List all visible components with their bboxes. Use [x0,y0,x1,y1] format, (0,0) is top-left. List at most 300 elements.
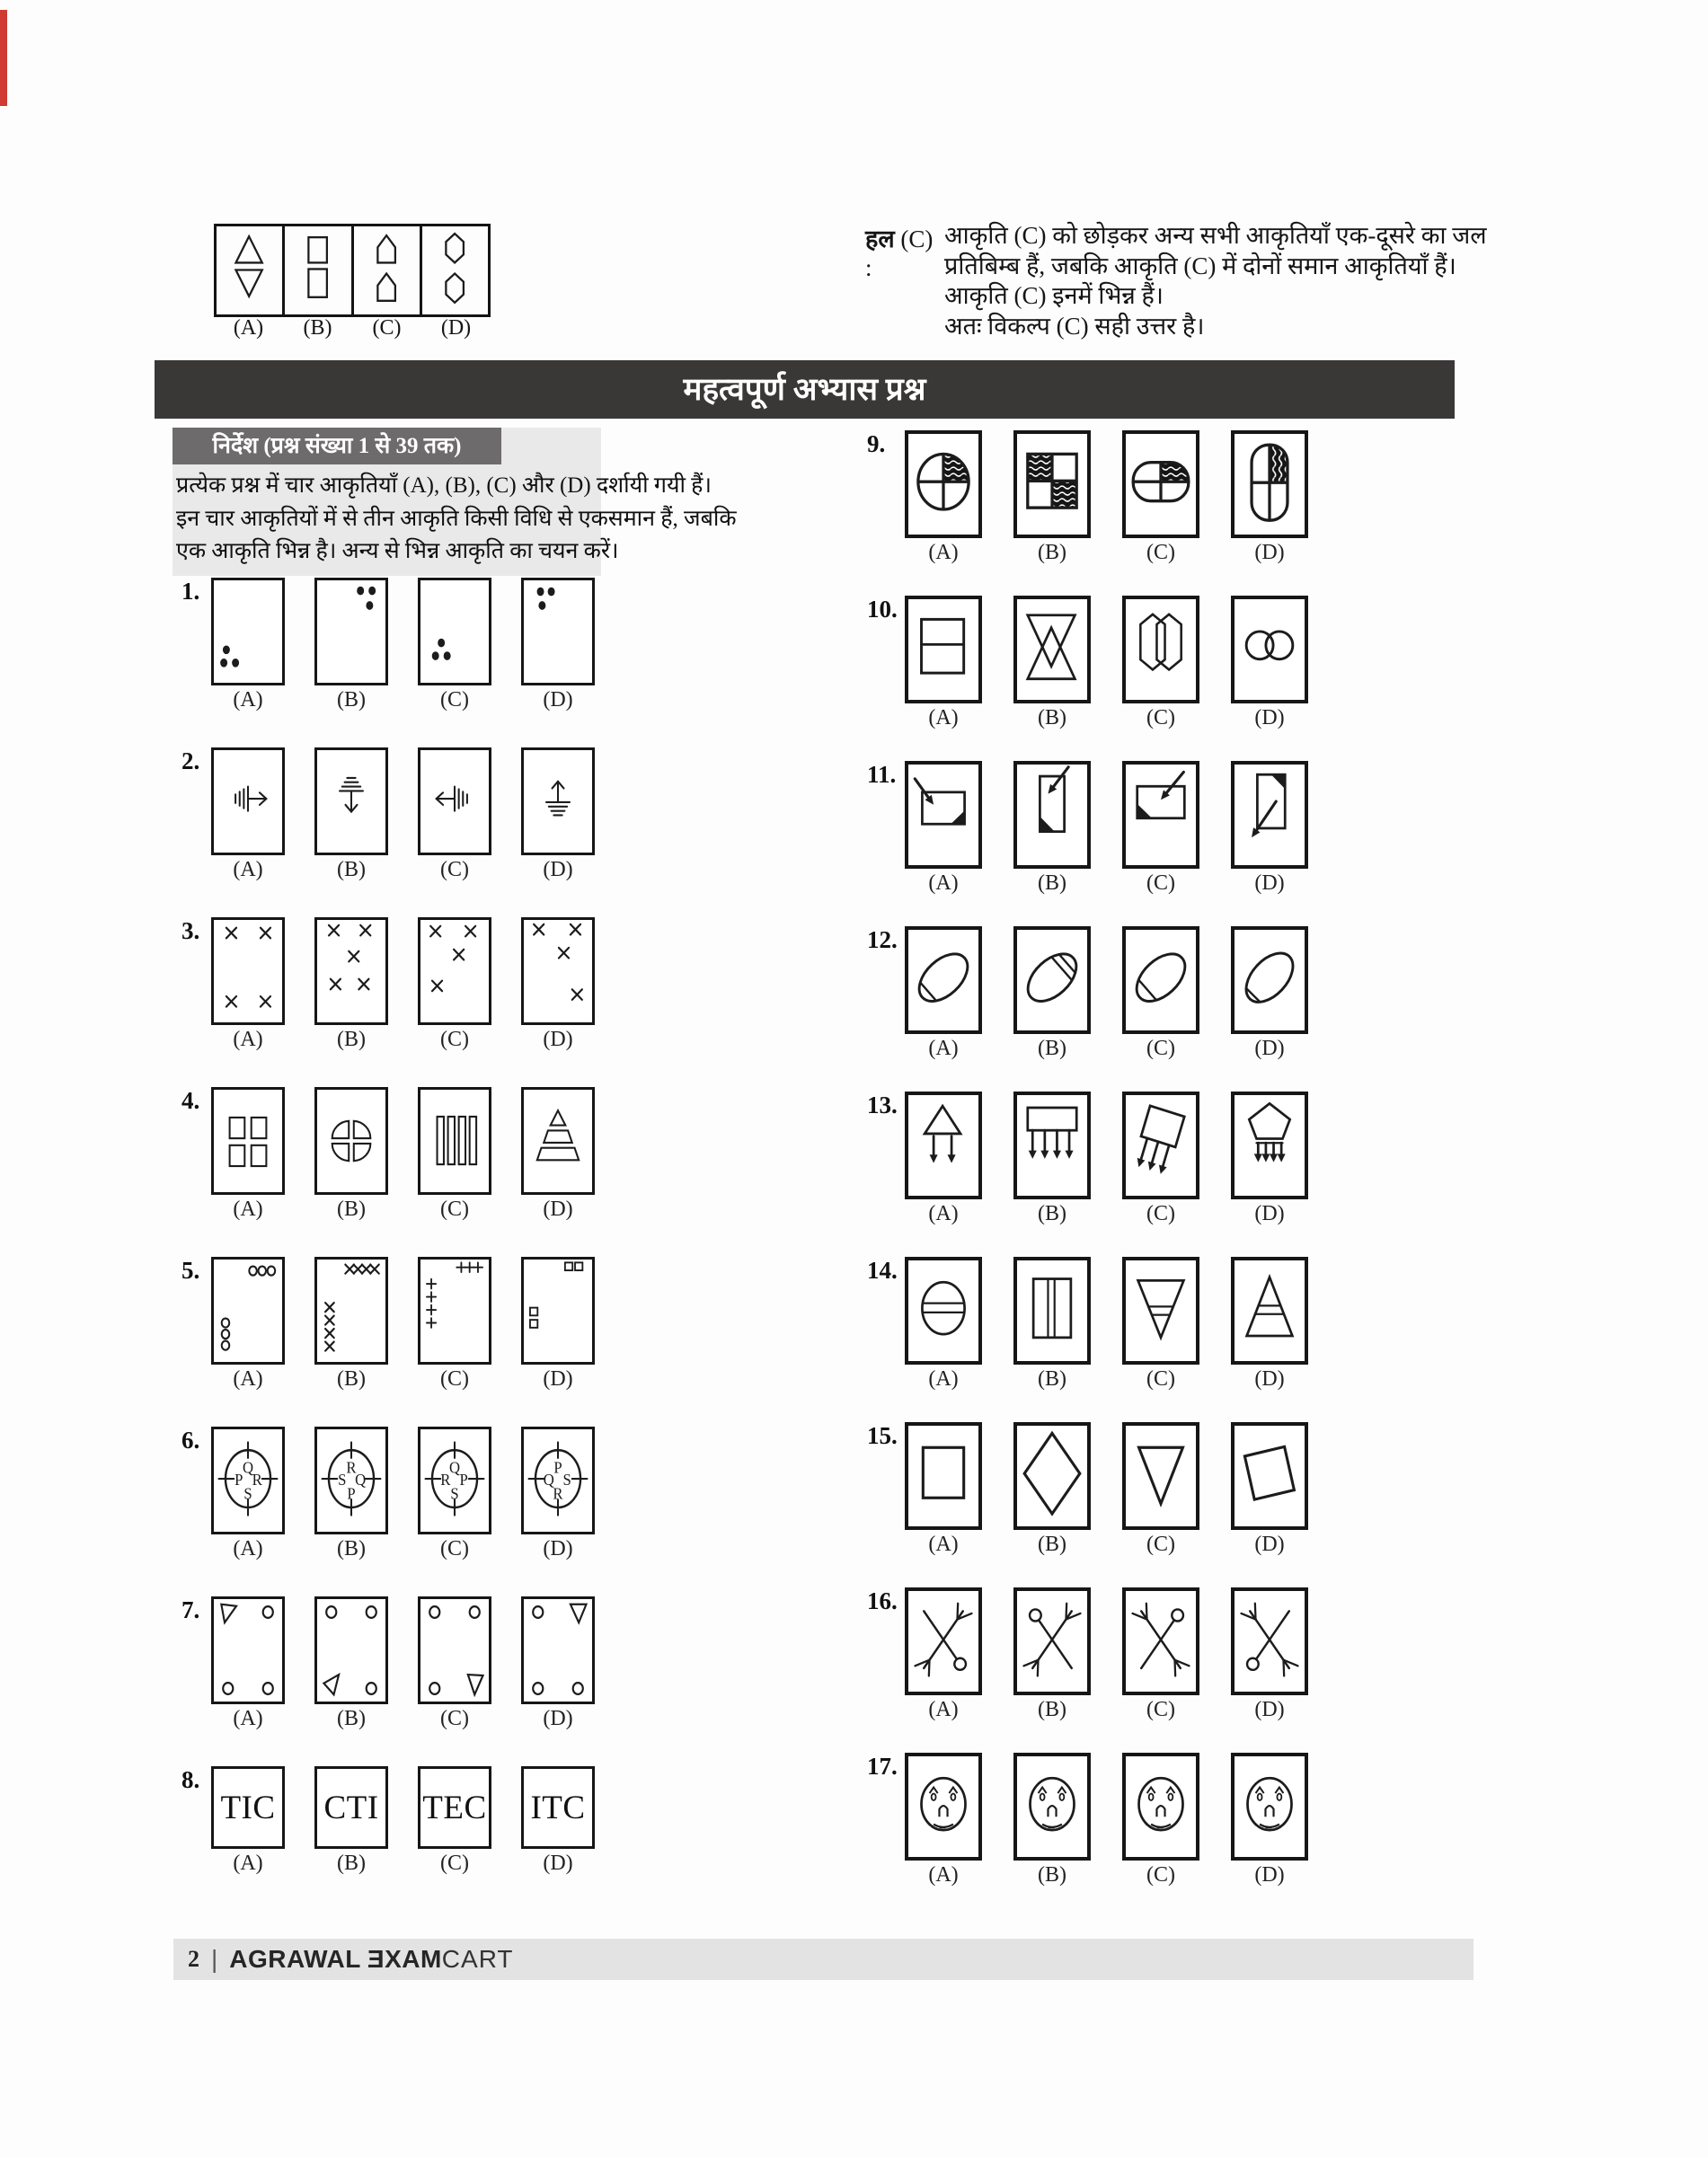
answer-option [1122,761,1199,896]
three-dots-bottom-left-icon [214,580,282,683]
figure-smiling-face [905,1753,982,1861]
option-label: (C) [440,1367,469,1391]
answer-option [1231,430,1308,565]
triangle-bottom-left-circles-icon [317,1599,385,1702]
square-groups-icon [524,1260,592,1362]
figure-letter-dial-PQSR [521,1427,595,1534]
answer-option [1231,761,1308,896]
directions-heading: निर्देश (प्रश्न संख्या 1 से 39 तक) [173,428,501,464]
figure-tilted-square-three-arrows [1122,1092,1199,1199]
option-label: (C) [440,858,469,881]
arrow-down-from-bars-icon [317,750,385,853]
plus-groups-icon [420,1260,489,1362]
answer-option [211,1596,285,1731]
figure-word: TEC [422,1789,487,1826]
figure-x-marks-no-bottom-right [418,917,491,1025]
option-label: (C) [440,1198,469,1221]
svg-text:Q: Q [355,1471,367,1489]
solution-line: आकृति (C) इनमें भिन्न हैं। [944,282,1164,309]
option-label: (D) [1254,1202,1285,1225]
answer-option [418,917,491,1052]
svg-text:P: P [459,1471,468,1489]
pentagon-four-arrows-icon [1235,1095,1305,1196]
page-number: 2 [188,1946,199,1972]
answer-option [905,1587,982,1722]
option-label: (C) [1146,706,1175,729]
svg-text:S: S [450,1484,459,1503]
answer-option [905,1753,982,1887]
question-row [155,1596,595,1731]
brand-agrawal: AGRAWAL [229,1945,361,1973]
question-row [155,1766,595,1876]
option-label: (C) [372,316,402,340]
answer-option [418,1257,491,1392]
figure-sliced-pyramid [521,1087,595,1195]
directions-panel [173,428,737,576]
option-label: (C) [1146,1863,1175,1887]
brand-exam: ƎXAM [367,1945,442,1973]
tilted-ellipse-two-chords-high-icon [1017,930,1087,1030]
option-label: (A) [233,1028,263,1051]
answer-option [211,747,285,882]
svg-text:S: S [243,1484,252,1503]
figure-triangle-bottom-left-circles [314,1596,388,1704]
question-number: 5. [181,1257,200,1284]
answer-option [1013,596,1091,730]
answer-option [314,1596,388,1731]
tilted-ellipse-chord-tip-icon [1235,930,1305,1030]
footer-separator: | [211,1945,218,1973]
tilted-square-three-arrows-icon [1126,1095,1196,1196]
four-vertical-bars-icon [420,1090,489,1192]
two-stacked-hexagons-icon [422,226,488,314]
options-group [211,1427,595,1561]
options-group [211,1257,595,1392]
figure-arrow-into-rect-br-corner [905,761,982,869]
figure-circle-groups [211,1257,285,1365]
option-label: (B) [1038,706,1066,729]
questions-column-right [865,430,1308,1918]
figure-arrow-up-from-bars [521,747,595,855]
answer-option [314,747,388,882]
figure-plain-square [905,1422,982,1530]
figure-three-dots-top-right [314,578,388,685]
solution-line: अतः विकल्प (C) सही उत्तर है। [944,312,1205,340]
answer-option [521,1257,595,1392]
figure-three-dots-bottom-center [418,578,491,685]
options-group [905,430,1308,565]
answer-option [314,578,388,712]
answer-option [1122,1257,1199,1392]
figure-four-small-squares [211,1087,285,1195]
answer-option [1013,430,1091,565]
option-label: (D) [543,1707,573,1730]
directions-line: इन चार आकृतियों में से तीन आकृति किसी विधि से एकसमान हैं, जबकि [176,506,737,531]
figure-arrow-into-tall-rect-bl-corner [1013,761,1091,869]
triangle-top-left-circles-icon [214,1599,282,1702]
answer-option [1231,1587,1308,1722]
solved-example-figure-box [214,224,491,317]
page-edge-mark [0,10,7,106]
down-triangle-two-lines-icon [1126,1260,1196,1361]
answer-option [521,578,595,712]
figure-wavy-quadrant-circle [905,430,982,538]
solution-line: आकृति (C) को छोड़कर अन्य सभी आकृतियाँ एक-दूसरे का जल [944,222,1487,249]
option-label: (C) [440,1707,469,1730]
figure-word-cti [314,1766,388,1849]
figure-sticks-circle-bottom-right [905,1587,982,1695]
triangle-two-arrows-icon [908,1095,978,1196]
svg-text:P: P [553,1458,562,1477]
option-label: (C) [440,1028,469,1051]
solution-line: प्रतिबिम्ब हैं, जबकि आकृति (C) में दोनों समान आकृतियाँ हैं। [944,252,1456,279]
answer-option [1122,1092,1199,1226]
answer-option [1122,430,1199,565]
figure-tilted-ellipse-chord-low [905,926,982,1034]
answer-option [418,747,491,882]
figure-plain-rotated-square [1231,1422,1308,1530]
x-groups-icon [317,1260,385,1362]
svg-text:R: R [252,1471,262,1489]
figure-sticks-circle-bottom-left [1231,1587,1308,1695]
answer-option [521,1766,595,1876]
question-number: 10. [867,596,898,623]
question-row [155,1257,595,1392]
smiling-face-icon [1017,1756,1087,1857]
rectangle-two-lines-icon [1017,1260,1087,1361]
answer-option [314,1257,388,1392]
options-group [905,1422,1308,1557]
figure-three-dots-top-left [521,578,595,685]
brand-cart: CART [441,1945,514,1973]
solution-prefix: हल (C) : [865,225,934,281]
page-footer [173,1939,1473,1980]
option-label: (D) [543,1852,573,1875]
question-row [865,926,1308,1061]
option-label: (A) [928,1698,959,1721]
figure-x-marks-no-bottom-left [521,917,595,1025]
answer-option [1013,1753,1091,1887]
figure-plus-groups [418,1257,491,1365]
option-label: (D) [1254,871,1285,895]
answer-option [905,1422,982,1557]
example-option-cell [422,226,488,314]
x-marks-no-bottom-right-icon [420,920,489,1022]
option-label: (D) [1254,1863,1285,1887]
answer-option [905,926,982,1061]
circle-groups-icon [214,1260,282,1362]
figure-triangle-bottom-right-circles [418,1596,491,1704]
question-number: 7. [181,1596,200,1623]
question-row [865,1092,1308,1226]
answer-option [1122,596,1199,730]
question-row [865,1753,1308,1887]
letter-dial-QRPS-icon [420,1429,489,1532]
figure-overlapping-triangles [1013,596,1091,703]
option-label: (B) [337,1028,366,1051]
answer-option [1231,926,1308,1061]
example-option-cell [285,226,353,314]
x-marks-four-corners-icon [214,920,282,1022]
answer-option [521,1427,595,1561]
answer-option [314,1087,388,1222]
option-label: (A) [233,316,264,340]
option-label: (A) [233,1537,263,1560]
figure-tilted-ellipse-two-chords-high [1013,926,1091,1034]
option-label: (A) [233,1198,263,1221]
answer-option [418,1596,491,1731]
overlapping-circles-icon [1235,599,1305,700]
figure-word-tec [418,1766,491,1849]
three-dots-bottom-center-icon [420,580,489,683]
question-number: 9. [867,430,886,457]
x-marks-five-icon [317,920,385,1022]
question-number: 16. [867,1587,898,1614]
option-label: (D) [1254,706,1285,729]
plain-rotated-square-icon [1235,1426,1305,1526]
option-label: (D) [543,1367,573,1391]
wavy-quadrant-stadium-horizontal-icon [1126,434,1196,535]
answer-option [521,917,595,1052]
figure-word-itc [521,1766,595,1849]
option-label: (C) [1146,1533,1175,1556]
svg-text:S: S [562,1471,571,1489]
answer-option [418,1427,491,1561]
answer-option [905,761,982,896]
figure-four-vertical-bars [418,1087,491,1195]
question-row [865,1257,1308,1392]
question-number: 3. [181,917,200,944]
figure-letter-dial-QRPS [418,1427,491,1534]
question-number: 13. [867,1092,898,1118]
answer-option [418,578,491,712]
figure-x-marks-five [314,917,388,1025]
mirrored-triangles-icon [217,226,282,314]
svg-text:P: P [235,1471,243,1489]
up-triangle-two-lines-icon [1235,1260,1305,1361]
figure-overlapping-circles [1231,596,1308,703]
example-option-cell [217,226,285,314]
figure-ellipse-two-lines [905,1257,982,1365]
answer-option [1013,1587,1091,1722]
figure-smiling-face [1013,1753,1091,1861]
figure-smiling-face [1122,1753,1199,1861]
letter-dial-RSQP-icon [317,1429,385,1532]
svg-text:Q: Q [242,1458,254,1477]
option-label: (A) [928,1202,959,1225]
example-option-cell [354,226,422,314]
option-label: (B) [337,1367,366,1391]
options-group [905,1753,1308,1887]
figure-overlapping-hexagons [1122,596,1199,703]
options-group [211,1766,595,1876]
option-label: (B) [1038,1202,1066,1225]
svg-text:R: R [440,1471,451,1489]
figure-arrow-down-from-bars [314,747,388,855]
option-label: (A) [233,1367,263,1391]
figure-arrow-left-from-bars [418,747,491,855]
option-label: (B) [337,1198,366,1221]
smiling-face-icon [1126,1756,1196,1857]
answer-option [1122,1587,1199,1722]
figure-arrow-out-of-rect-tr-corner [1231,761,1308,869]
circle-quartered-icon [317,1090,385,1192]
option-label: (B) [337,1537,366,1560]
question-row [865,761,1308,896]
question-number: 17. [867,1753,898,1780]
figure-pentagon-four-arrows [1231,1092,1308,1199]
answer-option [1231,596,1308,730]
question-number: 12. [867,926,898,953]
option-label: (A) [928,1533,959,1556]
option-label: (B) [1038,541,1066,564]
figure-tilted-ellipse-chord-low2 [1122,926,1199,1034]
figure-word: ITC [530,1789,586,1826]
question-number: 14. [867,1257,898,1284]
figure-smiling-face [1231,1753,1308,1861]
answer-option [905,430,982,565]
figure-wavy-quadrant-square [1013,430,1091,538]
option-label: (D) [1254,1367,1285,1391]
solution-text [865,221,1537,341]
figure-three-dots-bottom-left [211,578,285,685]
answer-option [1231,1257,1308,1392]
arrow-into-rect-bl-corner-icon [1126,765,1196,865]
option-label: (A) [928,871,959,895]
options-group [211,747,595,882]
section-banner-title: महत्वपूर्ण अभ्यास प्रश्न [683,372,926,407]
three-dots-top-left-icon [524,580,592,683]
question-row [155,1087,595,1222]
option-label: (D) [543,1198,573,1221]
option-label: (D) [543,688,573,712]
options-group [905,596,1308,730]
solution-answer-label: हल [865,225,895,252]
figure-circle-quartered [314,1087,388,1195]
figure-arrow-into-rect-bl-corner [1122,761,1199,869]
answer-option [211,1087,285,1222]
arrow-into-tall-rect-bl-corner-icon [1017,765,1087,865]
option-label: (C) [1146,1698,1175,1721]
option-label: (D) [1254,1037,1285,1060]
option-label: (B) [1038,1863,1066,1887]
answer-option [211,1427,285,1561]
letter-dial-QPRS-icon [214,1429,282,1532]
plain-down-triangle-icon [1126,1426,1196,1526]
figure-square-groups [521,1257,595,1365]
options-group [905,761,1308,896]
solved-example-option-labels [214,316,491,340]
overlapping-triangles-icon [1017,599,1087,700]
answer-option [1122,1753,1199,1887]
option-label: (D) [543,1028,573,1051]
option-label: (B) [337,1852,366,1875]
plain-square-icon [908,1426,978,1526]
directions-line: प्रत्येक प्रश्न में चार आकृतियाँ (A), (B), (C) और (D) दर्शायी गयी हैं। [176,473,712,498]
arrow-into-rect-br-corner-icon [908,765,978,865]
figure-triangle-top-right-circles [521,1596,595,1704]
figure-tilted-ellipse-chord-tip [1231,926,1308,1034]
option-label: (B) [1038,871,1066,895]
option-label: (A) [928,1037,959,1060]
figure-x-groups [314,1257,388,1365]
answer-option [418,1087,491,1222]
answer-option [1013,1422,1091,1557]
question-row [865,1587,1308,1722]
answer-option [905,1092,982,1226]
figure-sticks-circle-top-left [1013,1587,1091,1695]
option-label: (C) [1146,541,1175,564]
answer-option [1231,1092,1308,1226]
sticks-circle-top-right-icon [1126,1591,1196,1692]
option-label: (A) [233,1852,263,1875]
options-group [905,1587,1308,1722]
answer-option [211,578,285,712]
two-stacked-squares-icon [285,226,350,314]
question-number: 15. [867,1422,898,1449]
figure-triangle-top-left-circles [211,1596,285,1704]
option-label: (B) [1038,1698,1066,1721]
svg-text:P: P [347,1484,356,1503]
directions-body [173,464,737,570]
figure-wavy-quadrant-stadium-vertical [1231,430,1308,538]
option-label: (A) [928,541,959,564]
svg-text:R: R [346,1458,357,1477]
figure-x-marks-four-corners [211,917,285,1025]
answer-option [905,1257,982,1392]
svg-text:R: R [553,1484,563,1503]
figure-plain-diamond [1013,1422,1091,1530]
answer-option [1231,1753,1308,1887]
options-group [905,926,1308,1061]
question-number: 4. [181,1087,200,1114]
answer-option [1122,1422,1199,1557]
smiling-face-icon [1235,1756,1305,1857]
option-label: (B) [337,688,366,712]
section-banner [155,360,1455,419]
options-group [211,917,595,1052]
ellipse-two-lines-icon [908,1260,978,1361]
figure-triangle-two-arrows [905,1092,982,1199]
options-group [905,1257,1308,1392]
option-label: (B) [337,1707,366,1730]
tilted-ellipse-chord-low-icon [908,930,978,1030]
option-label: (C) [440,688,469,712]
answer-option [314,917,388,1052]
options-group [211,1596,595,1731]
question-number: 1. [181,578,200,605]
option-label: (B) [1038,1367,1066,1391]
arrow-out-of-rect-tr-corner-icon [1235,765,1305,865]
triangle-bottom-right-circles-icon [420,1599,489,1702]
option-label: (A) [928,1367,959,1391]
svg-text:Q: Q [448,1458,461,1477]
answer-option [314,1766,388,1876]
answer-option [211,1766,285,1876]
figure-plain-down-triangle [1122,1422,1199,1530]
option-label: (A) [928,706,959,729]
option-label: (C) [1146,1037,1175,1060]
three-dots-top-right-icon [317,580,385,683]
figure-word: TIC [220,1789,276,1826]
question-row [865,596,1308,730]
option-label: (A) [928,1863,959,1887]
question-row [155,1427,595,1561]
questions-column-left [155,578,595,1911]
option-label: (B) [1038,1533,1066,1556]
question-number: 6. [181,1427,200,1454]
arrow-up-from-bars-icon [524,750,592,853]
